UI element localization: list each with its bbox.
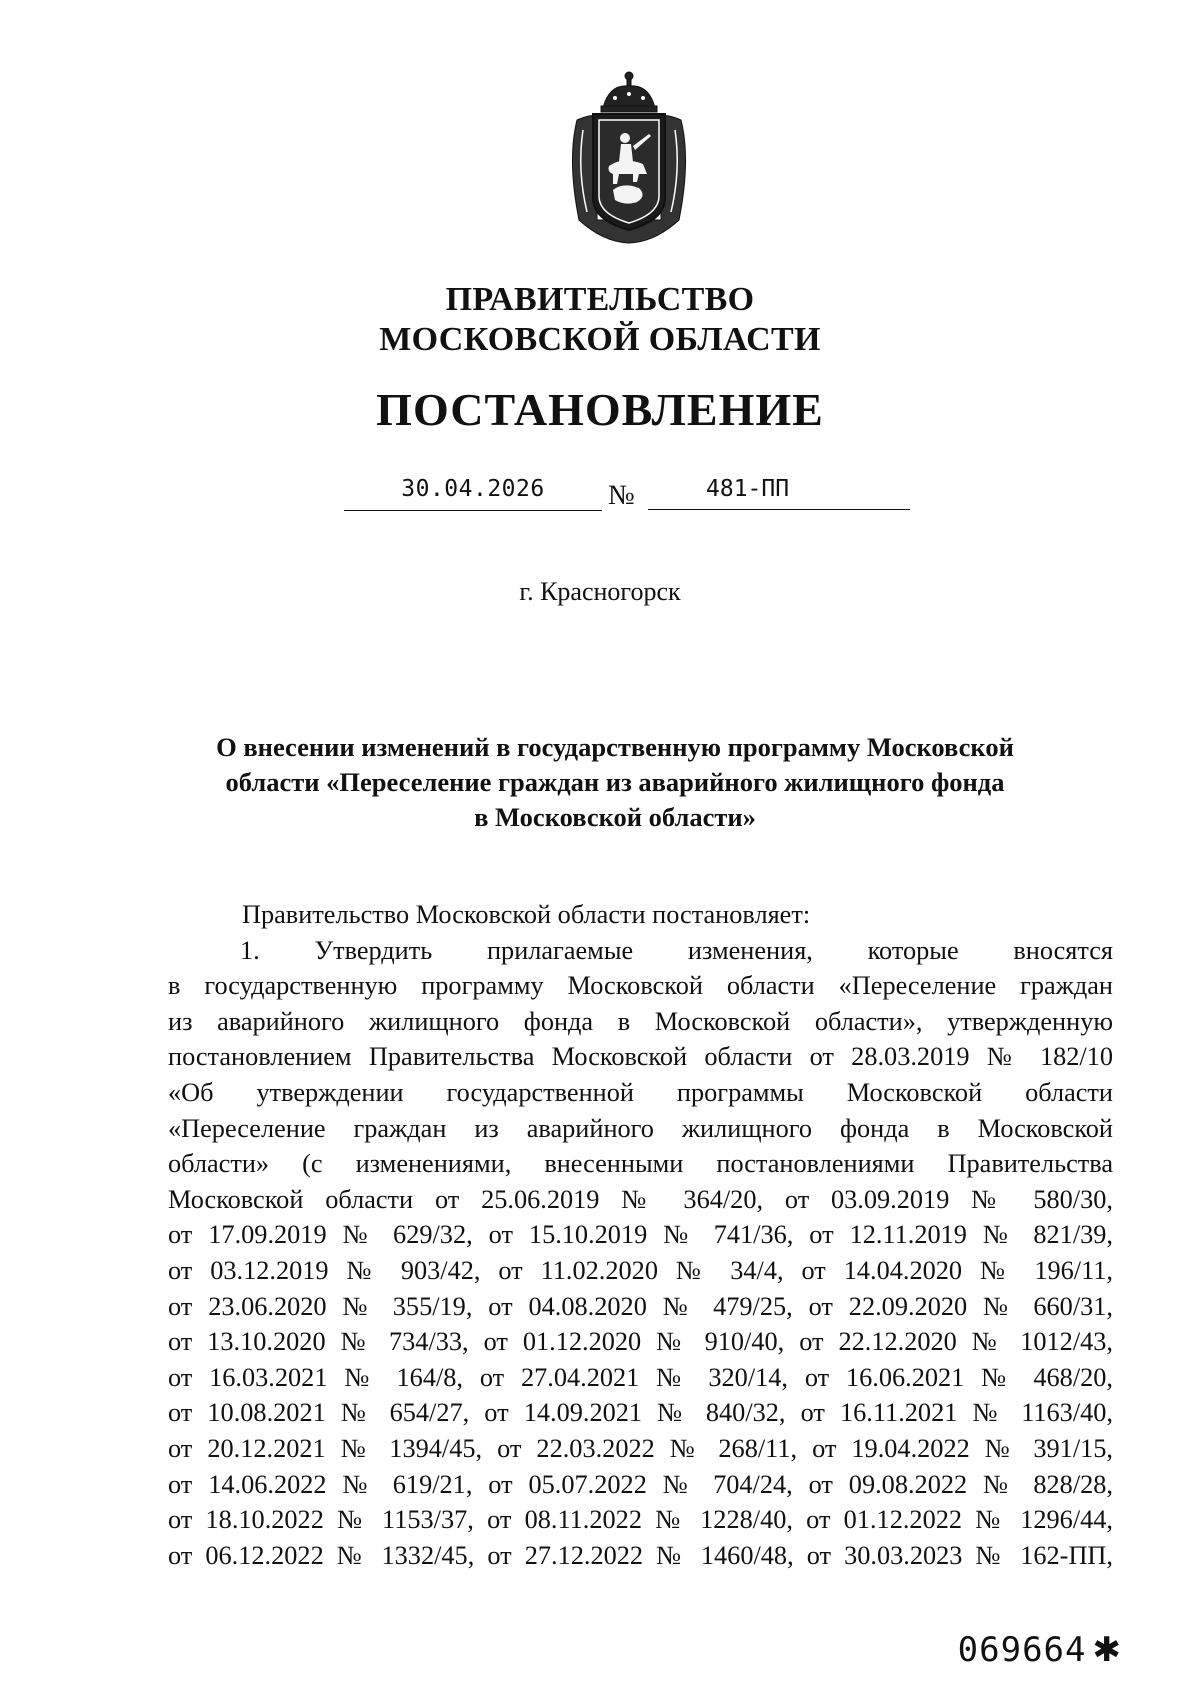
body-line: в государственную программу Московской области «Переселение граждан — [168, 971, 1113, 1001]
serial-number — [958, 1630, 1122, 1670]
body-line: от 03.12.2019 № 903/42, от 11.02.2020 № 34/4, от 14.04.2020 № 196/11, — [168, 1255, 1113, 1285]
date-number-row — [0, 470, 1200, 520]
body-line: от 13.10.2020 № 734/33, от 01.12.2020 № 910/40, от 22.12.2020 № 1012/43, — [168, 1327, 1113, 1357]
body-line: постановлением Правительства Московской области от 28.03.2019 № 182/10 — [168, 1042, 1113, 1072]
subject-line: области «Переселение граждан из аварийного жилищного фонда — [225, 767, 1005, 797]
body-line: от 20.12.2021 № 1394/45, от 22.03.2022 № 268/11, от 19.04.2022 № 391/15, — [168, 1433, 1113, 1463]
body-line: от 14.06.2022 № 619/21, от 05.07.2022 № 704/24, от 09.08.2022 № 828/28, — [168, 1469, 1113, 1499]
body-line: «Об утверждении государственной программы Московской области — [168, 1077, 1113, 1107]
body-line: Московской области от 25.06.2019 № 364/20, от 03.09.2019 № 580/30, — [168, 1184, 1113, 1214]
body-line: от 16.03.2021 № 164/8, от 27.04.2021 № 320/14, от 16.06.2021 № 468/20, — [168, 1362, 1113, 1392]
government-title-line2: МОСКОВСКОЙ ОБЛАСТИ — [379, 321, 821, 358]
body-line: от 23.06.2020 № 355/19, от 04.08.2020 № 479/25, от 22.09.2020 № 660/31, — [168, 1291, 1113, 1321]
body-line: от 17.09.2019 № 629/32, от 15.10.2019 № 741/36, от 12.11.2019 № 821/39, — [168, 1220, 1113, 1250]
body-line: от 18.10.2022 № 1153/37, от 08.11.2022 № 1228/40, от 01.12.2022 № 1296/44, — [168, 1505, 1113, 1535]
document-subject — [150, 730, 1080, 835]
body-line: от 06.12.2022 № 1332/45, от 27.12.2022 № 1460/48, от 30.03.2023 № 162-ПП, — [168, 1540, 1113, 1570]
government-title-line1: ПРАВИТЕЛЬСТВО — [445, 281, 755, 318]
subject-line: в Московской области» — [474, 802, 756, 832]
serial-number-value: 069664 — [957, 1630, 1087, 1670]
number-sign: № — [608, 480, 635, 511]
body-line: от 10.08.2021 № 654/27, от 14.09.2021 № 840/32, от 16.11.2021 № 1163/40, — [168, 1398, 1113, 1428]
body-line: 1. Утвердить прилагаемые изменения, которые вносятся — [240, 935, 1113, 965]
body-line: области» (с изменениями, внесенными постановлениями Правительства — [168, 1149, 1113, 1179]
document-number: 481-ПП — [648, 470, 910, 510]
issue-city: г. Красногорск — [519, 577, 681, 606]
document-type-heading: ПОСТАНОВЛЕНИЕ — [376, 384, 824, 435]
government-title — [0, 280, 1200, 360]
preamble-line: Правительство Московской области постановляет: — [242, 900, 811, 929]
document-body — [168, 897, 1113, 1573]
document-date: 30.04.2026 — [344, 470, 602, 511]
body-line: «Переселение граждан из аварийного жилищного фонда в Московской — [168, 1113, 1113, 1143]
coat-of-arms-emblem — [563, 70, 696, 245]
body-line: из аварийного жилищного фонда в Московской области», утвержденную — [168, 1006, 1113, 1036]
star-mark: ✱ — [1092, 1630, 1122, 1670]
subject-line: О внесении изменений в государственную программу Московской — [216, 732, 1014, 762]
